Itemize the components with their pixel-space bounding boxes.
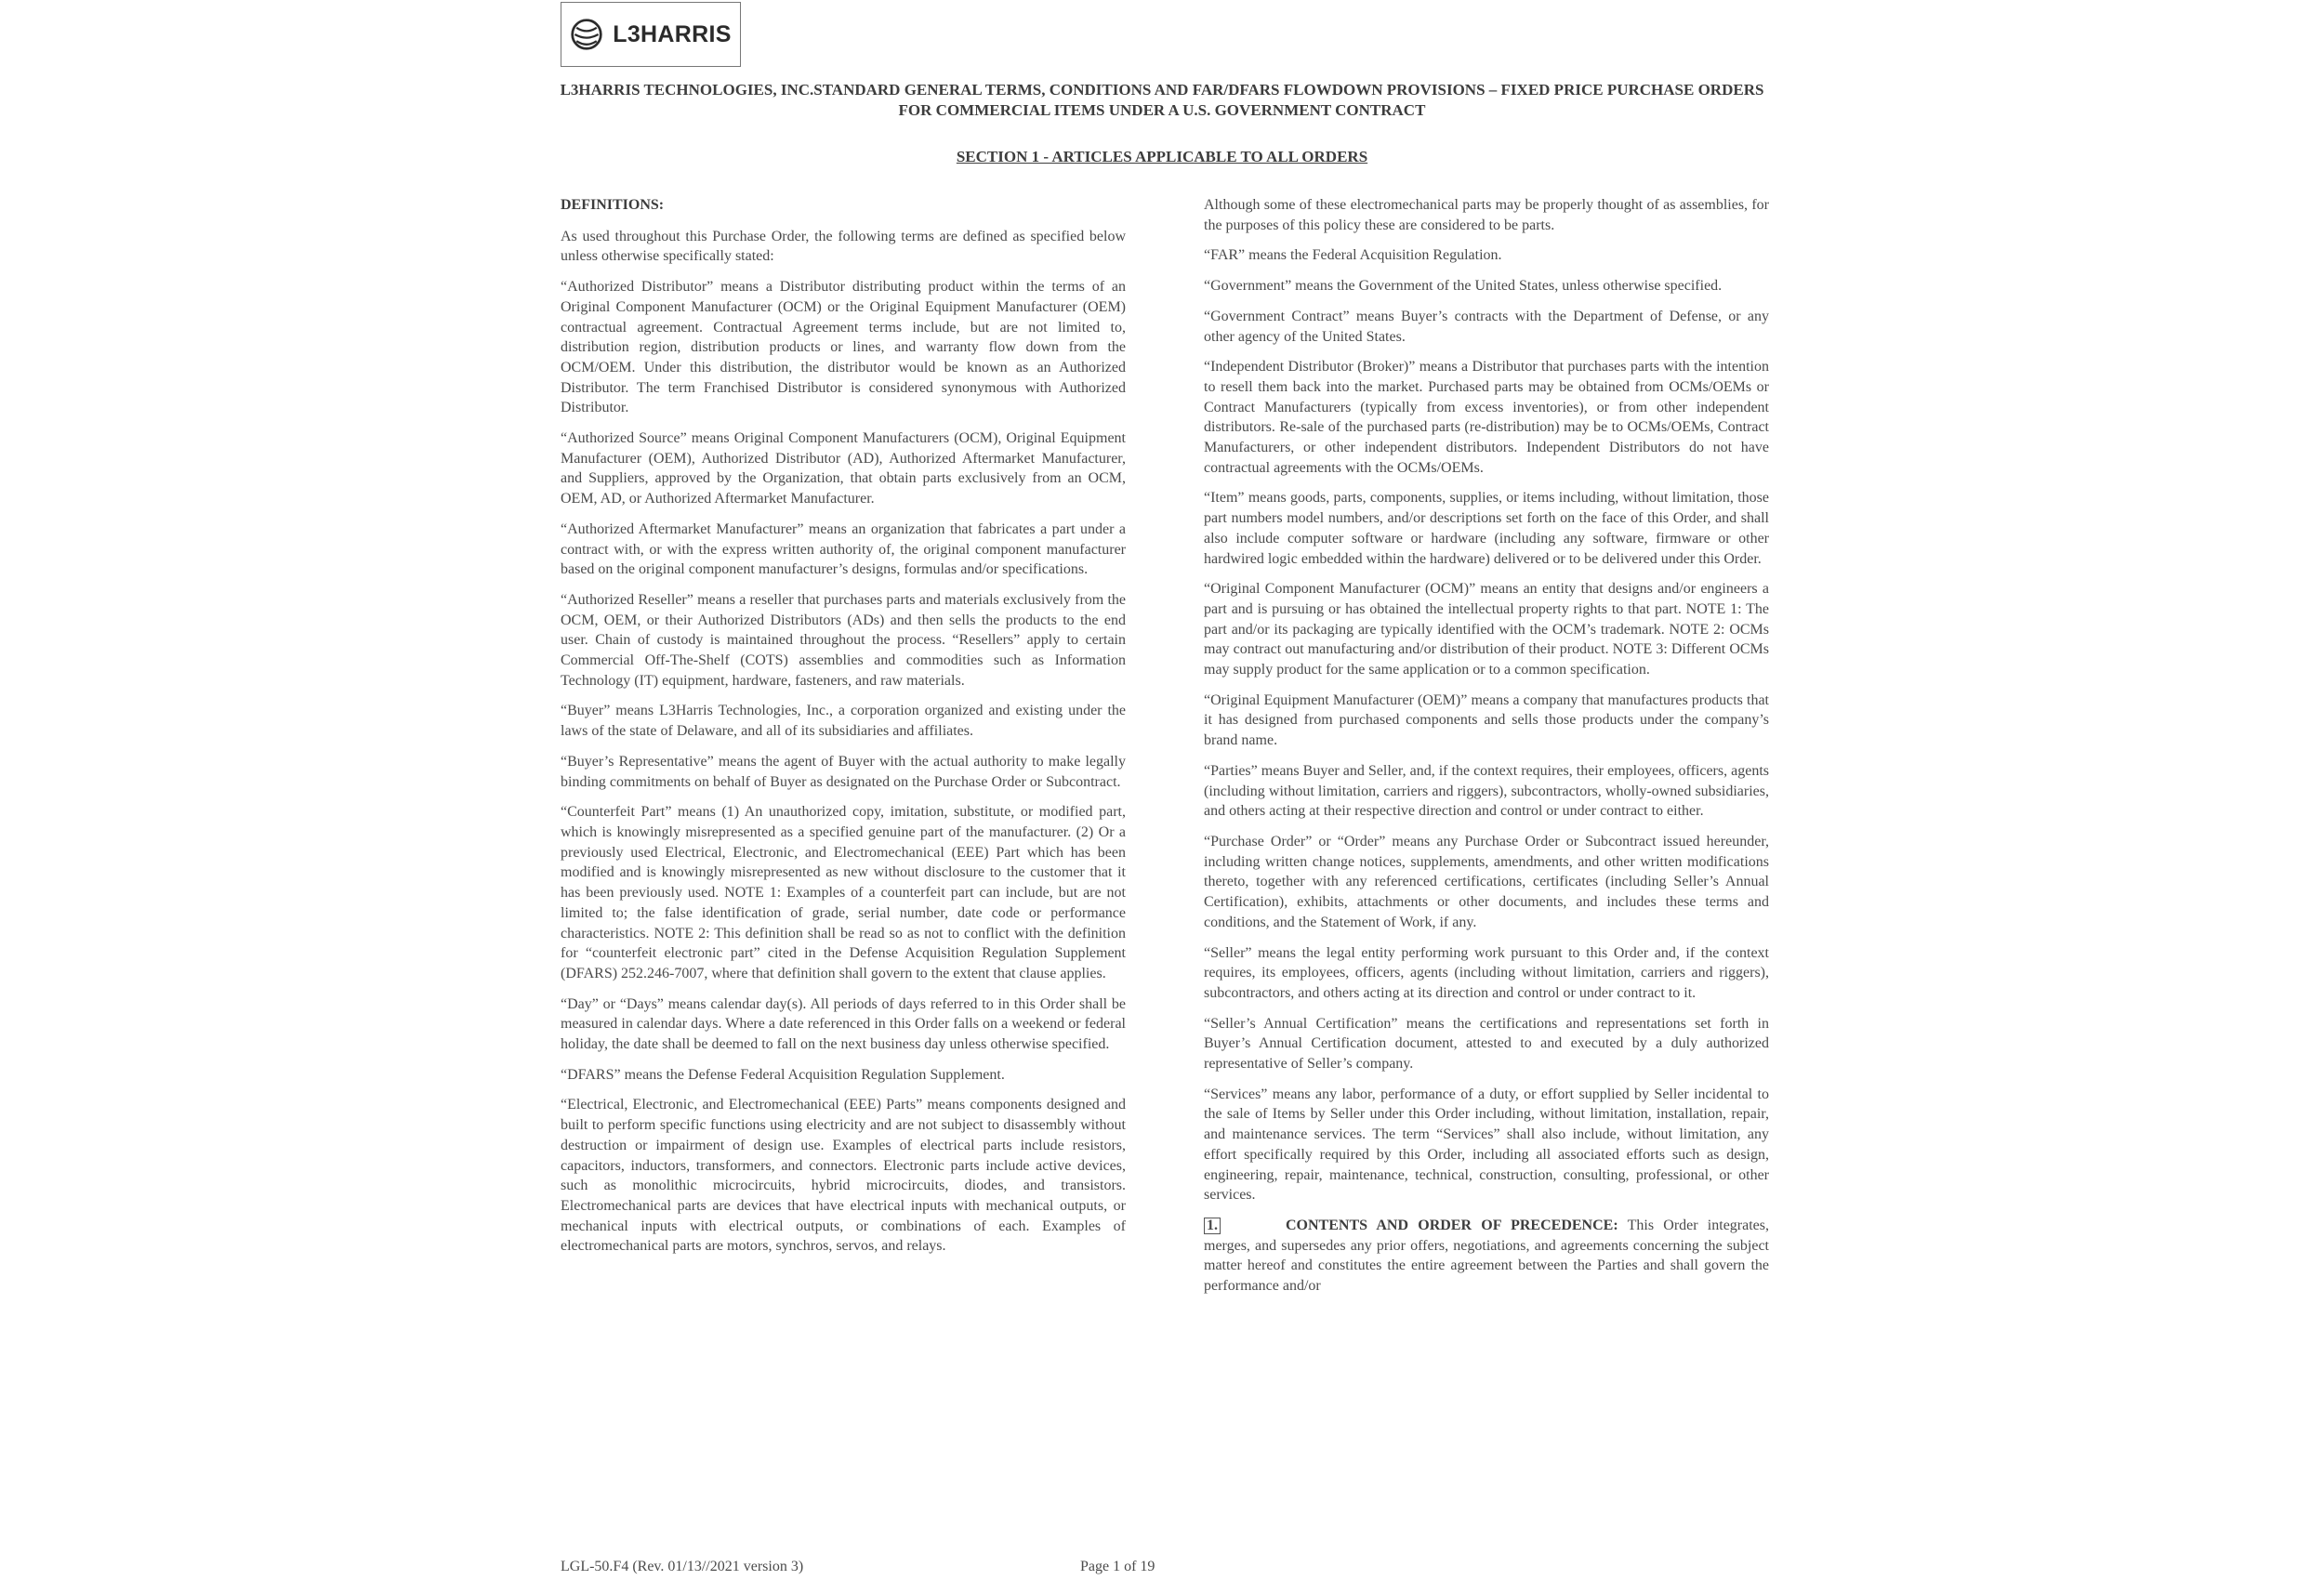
definition-paragraph: “Original Component Manufacturer (OCM)” means an entity that designs and/or engineers a part and is pursuing or has obtained the intellectual property rights to that part. NOTE 1: The part and/or its packaging are typically identified with the OCM’s trademark. NOTE 2: OCMs may contract out manufacturing and/or distribution of their product. NOTE 3: Different OCMs may supply product for the same application or to a common specification.	[1204, 581, 1769, 678]
definitions-heading: DEFINITIONS:	[561, 197, 665, 213]
definition-paragraph: “Authorized Distributor” means a Distributor distributing product within the terms of an Original Component Manufacturer (OCM) or the Original Equipment Manufacturer (OEM) contractual agreement. Contractual Agreement terms include, but are not limited to, distribution region, distribution products or lines, and warranty flow down from the OCM/OEM. Under this distribution, the distributor would be known as an Authorized Distributor. The term Franchised Distributor is considered synonymous with Authorized Distributor.	[561, 279, 1126, 416]
article-title: CONTENTS AND ORDER OF PRECEDENCE:	[1286, 1217, 1618, 1233]
section-heading: SECTION 1 - ARTICLES APPLICABLE TO ALL ORDERS	[956, 148, 1368, 165]
document-title: L3HARRIS TECHNOLOGIES, INC.STANDARD GENERAL TERMS, CONDITIONS AND FAR/DFARS FLOWDOWN PROVISIONS – FIXED PRICE PURCHASE ORDERS FOR COMMERCIAL ITEMS UNDER A U.S. GOVERNMENT CONTRACT	[560, 81, 1764, 119]
definition-paragraph: “Electrical, Electronic, and Electromechanical (EEE) Parts” means components designed and built to perform specific functions using electricity and are not subject to disassembly without destruction or impairment of design use. Examples of electrical parts include resistors, capacitors, inductors, transformers, and connectors. Electronic parts include active devices, such as monolithic microcircuits, hybrid microcircuits, diodes, and transistors. Electromechanical parts are devices that have electrical inputs with mechanical outputs, or mechanical inputs with electrical outputs, or combinations of each. Examples of electromechanical parts are motors, synchros, servos, and relays.	[561, 1097, 1126, 1255]
definition-paragraph: As used throughout this Purchase Order, the following terms are defined as specified below unless otherwise specifically stated:	[561, 228, 1126, 265]
footer-doc-id: LGL-50.F4 (Rev. 01/13//2021 version 3)	[561, 1559, 804, 1574]
definition-paragraph: “Government Contract” means Buyer’s contracts with the Department of Defense, or any other agency of the United States.	[1204, 308, 1769, 345]
left-column	[561, 195, 1126, 1267]
definition-paragraph: “FAR” means the Federal Acquisition Regulation.	[1204, 247, 1502, 264]
definition-paragraph: “Services” means any labor, performance of a duty, or effort supplied by Seller incidental to the sale of Items by Seller under this Order including, without limitation, installation, repair, and maintenance services. The term “Services” shall also include, without limitation, any effort specifically required by this Order, including all associated efforts such as design, engineering, repair, maintenance, technical, construction, consulting, professional, or other services.	[1204, 1086, 1769, 1204]
definition-paragraph: “Buyer” means L3Harris Technologies, Inc., a corporation organized and existing under the laws of the state of Delaware, and all of its subsidiaries and affiliates.	[561, 703, 1126, 740]
definition-paragraph: “Seller” means the legal entity performing work pursuant to this Order and, if the context requires, its employees, officers, agents (including without limitation, carriers and riggers), subcontractors, and others acting at its direction and control or under contract to it.	[1204, 944, 1769, 1001]
definition-paragraph: “Item” means goods, parts, components, supplies, or items including, without limitation, those part numbers model numbers, and/or descriptions set forth on the face of this Order, and shall also include computer software or hardware (including any software, firmware or other hardwired logic embedded within the hardware) delivered or to be delivered under this Order.	[1204, 490, 1769, 567]
definition-paragraph: “Authorized Source” means Original Component Manufacturers (OCM), Original Equipment Manufacturer (OEM), Authorized Distributor (AD), Authorized Aftermarket Manufacturer, and Suppliers, approved by the Organization, that obtain parts exclusively from an OCM, OEM, AD, or Authorized Aftermarket Manufacturer.	[561, 430, 1126, 507]
company-logo	[561, 2, 741, 67]
logo-text: L3HARRIS	[613, 20, 732, 47]
definition-paragraph: “Authorized Reseller” means a reseller that purchases parts and materials exclusively from the OCM, OEM, or their Authorized Distributors (ADs) and then sells the products to the end user. Chain of custody is maintained throughout the process. “Resellers” apply to certain Commercial Off-The-Shelf (COTS) assemblies and commodities such as Information Technology (IT) equipment, hardware, fasteners, and raw materials.	[561, 591, 1126, 689]
right-column	[1204, 195, 1769, 1307]
definition-paragraph: “DFARS” means the Defense Federal Acquisition Regulation Supplement.	[561, 1066, 1005, 1083]
definition-paragraph: “Parties” means Buyer and Seller, and, if the context requires, their employees, officers, agents (including without limitation, carriers and riggers), subcontractors, wholly-owned subsidiaries, and others acting at their respective direction and control or under contract to either.	[1204, 762, 1769, 820]
definition-paragraph: “Seller’s Annual Certification” means the certifications and representations set forth in Buyer’s Annual Certification document, attested to and executed by a duly authorized representative of Seller’s company.	[1204, 1015, 1769, 1073]
article-number: 1.	[1204, 1218, 1221, 1234]
definition-paragraph: “Purchase Order” or “Order” means any Purchase Order or Subcontract issued hereunder, including written change notices, supplements, amendments, and other written modifications thereto, together with any referenced certifications, certificates (including Seller’s Annual Certification), exhibits, attachments or other documents, and includes these terms and conditions, and the Statement of Work, if any.	[1204, 833, 1769, 930]
footer-page-number: Page 1 of 19	[1080, 1559, 1155, 1574]
definition-paragraph: “Day” or “Days” means calendar day(s). All periods of days referred to in this Order shall be measured in calendar days. Where a date referenced in this Order falls on a weekend or federal holiday, the date shall be deemed to fall on the next business day unless otherwise specified.	[561, 995, 1126, 1053]
l3harris-globe-icon	[570, 18, 603, 51]
definition-paragraph: “Buyer’s Representative” means the agent of Buyer with the actual authority to make legally binding commitments on behalf of Buyer as designated on the Purchase Order or Subcontract.	[561, 753, 1126, 790]
left-paragraphs	[561, 227, 1126, 1257]
article-text: This Order integrates, merges, and supersedes any prior offers, negotiations, and agreements concerning the subject matter hereof and constitutes the entire agreement between the Parties and shall govern the performance and/or	[1204, 1217, 1769, 1295]
definition-paragraph: “Authorized Aftermarket Manufacturer” means an organization that fabricates a part under a contract with, or with the express written authority of, the original component manufacturer based on the original component manufacturer’s designs, formulas and/or specifications.	[561, 520, 1126, 578]
definition-paragraph: “Government” means the Government of the United States, unless otherwise specified.	[1204, 278, 1723, 295]
definition-paragraph: Although some of these electromechanical parts may be properly thought of as assemblies, for the purposes of this policy these are considered to be parts.	[1204, 197, 1769, 233]
definition-paragraph: “Counterfeit Part” means (1) An unauthorized copy, imitation, substitute, or modified part, which is knowingly misrepresented as a specified genuine part of the manufacturer. (2) Or a previously used Electrical, Electronic, and Electromechanical (EEE) Part which has been modified and is knowingly misrepresented as new without disclosure to the customer that it has been previously used. NOTE 1: Examples of a counterfeit part can include, but are not limited to; the false identification of grade, serial number, date code or performance characteristics. NOTE 2: This definition shall be read so as not to conflict with the definition for “counterfeit electronic part” cited in the Defense Acquisition Regulation Supplement (DFARS) 252.246-7007, where that definition shall govern to the extent that clause applies.	[561, 804, 1126, 981]
article-paragraph	[1204, 1216, 1769, 1297]
right-paragraphs	[1204, 195, 1769, 1205]
definition-paragraph: “Independent Distributor (Broker)” means a Distributor that purchases parts with the intention to resell them back into the market. Purchased parts may be obtained from OCMs/OEMs or Contract Manufacturers (typically from excess inventories), or from other independent distributors. Re-sale of the purchased parts (re-distribution) may be to OCMs/OEMs, Contract Manufacturers, or other independent distributors. Independent Distributors do not have contractual agreements with the OCMs/OEMs.	[1204, 359, 1769, 476]
definition-paragraph: “Original Equipment Manufacturer (OEM)” means a company that manufactures products that it has designed from purchased components and sells those products under the company’s brand name.	[1204, 691, 1769, 749]
